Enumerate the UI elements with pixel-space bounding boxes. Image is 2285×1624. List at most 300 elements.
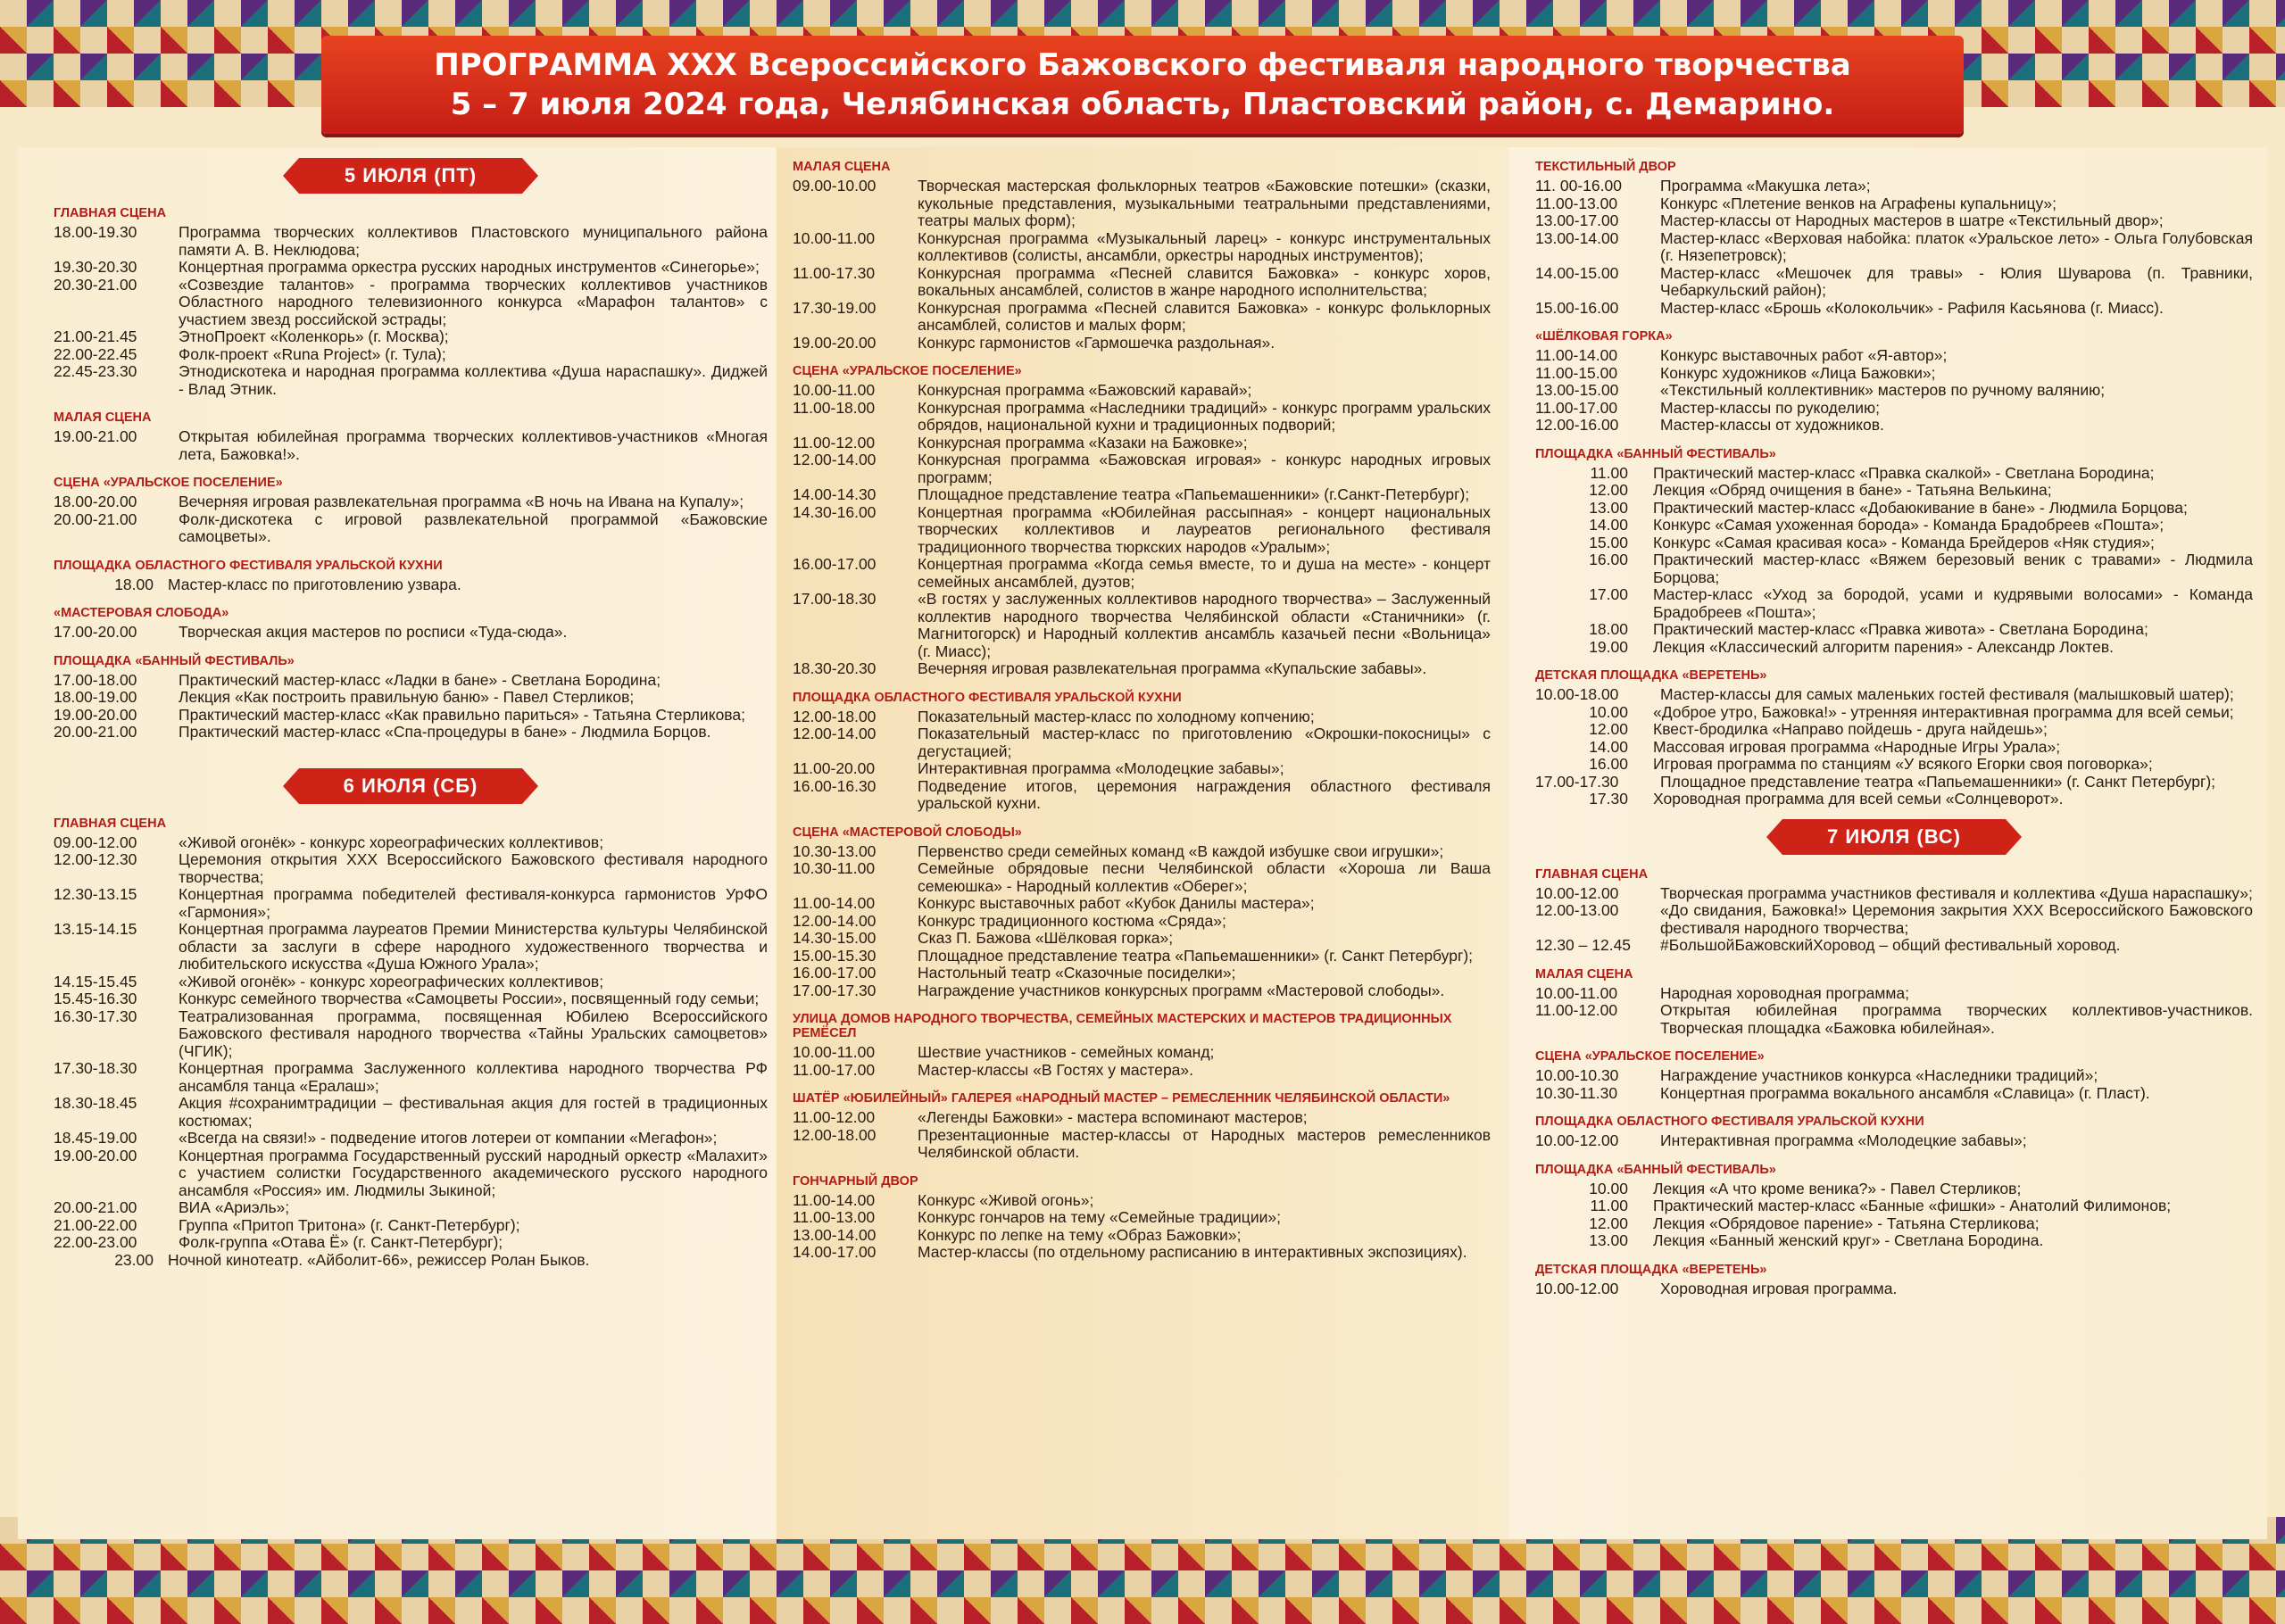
schedule-row	[793, 452, 1491, 486]
section-heading: УЛИЦА ДОМОВ НАРОДНОГО ТВОРЧЕСТВА, СЕМЕЙНЫХ МАСТЕРСКИХ И МАСТЕРОВ ТРАДИЦИОННЫХ РЕМЁСЕЛ	[793, 1012, 1452, 1040]
schedule-time: 17.00-18.00	[54, 670, 137, 689]
schedule-row	[1535, 586, 2253, 621]
schedule-text: Мастер-класс «Верховая набойка: платок «Уральское лето» - Ольга Голубовская (г. Нязепетровск);	[1660, 228, 2253, 264]
section-heading: СЦЕНА «УРАЛЬСКОЕ ПОСЕЛЕНИЕ»	[54, 476, 283, 490]
section-heading: ПЛОЩАДКА «БАННЫЙ ФЕСТИВАЛЬ»	[1535, 1162, 1776, 1177]
schedule-text: Практический мастер-класс «Банные «фишки» - Анатолий Филимонов;	[1653, 1197, 2172, 1214]
schedule-text: Народная хороводная программа;	[1660, 983, 1909, 1002]
section-heading: ПЛОЩАДКА «БАННЫЙ ФЕСТИВАЛЬ»	[54, 653, 295, 668]
schedule-row	[1535, 621, 2253, 639]
schedule-text: «Живой огонёк» - конкурс хореографических коллективов;	[179, 833, 604, 851]
schedule-time: 20.30-21.00	[54, 275, 137, 294]
schedule-text: Мастер-классы для самых маленьких гостей фестиваля (малышковый шатер);	[1660, 685, 2234, 703]
schedule-time: 16.00-17.00	[793, 555, 877, 573]
schedule-text: «Текстильный коллективник» мастеров по ручному валянию;	[1660, 381, 2106, 399]
schedule-text: Конкурс «Самая ухоженная борода» - Команда Брадобреев «Пошта»;	[1653, 516, 2165, 534]
schedule-time: 14.30-15.00	[793, 929, 877, 947]
schedule-row	[793, 660, 1491, 678]
schedule-row	[1535, 365, 2253, 383]
schedule-time: 21.00-22.00	[54, 1215, 137, 1234]
schedule-time: 17.30-19.00	[793, 298, 877, 317]
schedule-text: Конкурсная программа «Песней славится Бажовка» - конкурс хоров, вокальных ансамблей, солистов в жанре народного исполнительства;	[918, 263, 1491, 299]
schedule-text: Творческая мастерская фольклорных театров «Бажовские потешки» (сказки, кукольные представления, музыкальными театральными представлениями, театры малых форм);	[918, 177, 1491, 229]
schedule-time: 13.00	[1589, 1231, 1628, 1249]
schedule-row	[793, 760, 1491, 778]
schedule-row	[1535, 686, 2253, 704]
schedule-row	[54, 493, 768, 511]
schedule-row	[793, 1192, 1491, 1210]
schedule-time: 18.00	[1589, 620, 1628, 638]
schedule-row	[1535, 1215, 2253, 1233]
schedule-text: «Живой огонёк» - конкурс хореографических коллективов;	[179, 972, 604, 990]
schedule-text: Мастер-классы (по отдельному расписанию в интерактивных экспозициях).	[918, 1243, 1467, 1261]
schedule-text: Массовая игровая программа «Народные Игры Урала»;	[1653, 737, 2061, 756]
schedule-time: 22.00-23.00	[54, 1233, 137, 1251]
schedule-row	[1535, 985, 2253, 1003]
schedule-row	[1535, 178, 2253, 195]
schedule-text: Программа «Макушка лета»;	[1660, 177, 1871, 195]
schedule-text: Конкурсная программа «Казаки на Бажовке»;	[918, 433, 1248, 452]
schedule-time: 13.00-17.00	[1535, 211, 1619, 229]
section-heading: МАЛАЯ СЦЕНА	[54, 410, 152, 425]
schedule-row	[1535, 1232, 2253, 1250]
title-line-2: 5 – 7 июля 2024 года, Челябинская область, Пластовский район, с. Демарино.	[450, 87, 1835, 122]
schedule-row	[793, 556, 1491, 591]
section-heading: «ШЁЛКОВАЯ ГОРКА»	[1535, 329, 1673, 344]
schedule-row	[793, 1062, 1491, 1080]
day-ribbon: 6 ИЮЛЯ (СБ)	[299, 768, 522, 804]
section-heading: ПЛОЩАДКА «БАННЫЙ ФЕСТИВАЛЬ»	[1535, 446, 1776, 461]
schedule-text: Конкурсная программа «Бажовская игровая» - конкурс народных игровых программ;	[918, 451, 1491, 486]
schedule-time: 11.00-12.00	[1535, 1001, 1618, 1019]
schedule-row	[54, 1252, 768, 1270]
schedule-text: Площадное представление театра «Папьемашенники» (г. Санкт Петербург);	[918, 946, 1474, 965]
schedule-time: 12.00	[1589, 1214, 1628, 1232]
schedule-row	[54, 1095, 768, 1130]
schedule-time: 10.00-12.00	[1535, 1279, 1619, 1297]
schedule-time: 13.00-14.00	[1535, 228, 1619, 247]
spacer	[54, 742, 768, 758]
schedule-text: Лекция «Обряд очищения в бане» - Татьяна Велькина;	[1653, 481, 2052, 499]
schedule-time: 14.00	[1589, 516, 1628, 534]
schedule-time: 13.00-15.00	[1535, 381, 1619, 399]
schedule-text: Конкурс «Живой огонь»;	[918, 1190, 1094, 1209]
schedule-time: 18.30-20.30	[793, 659, 877, 677]
schedule-text: Мастер-класс «Мешочек для травы» - Юлия Шуварова (п. Травники, Чебаркульский район);	[1660, 263, 2253, 299]
schedule-row	[1535, 517, 2253, 534]
schedule-text: #БольшойБажовскийХоровод – общий фестивальный хоровод.	[1660, 936, 2121, 954]
schedule-time: 12.00	[1589, 481, 1628, 499]
schedule-row	[54, 624, 768, 642]
schedule-row	[54, 1148, 768, 1200]
schedule-text: Интерактивная программа «Молодецкие забавы»;	[1660, 1131, 2027, 1149]
schedule-text: Лекция «Классический алгоритм парения» - Александр Локтев.	[1653, 637, 2114, 656]
schedule-text: Показательный мастер-класс по холодному копчению;	[918, 707, 1315, 725]
schedule-time: 11.00-15.00	[1535, 363, 1618, 382]
schedule-time: 17.30-18.30	[54, 1059, 137, 1077]
schedule-text: Конкурс выставочных работ «Кубок Данилы мастера»;	[918, 894, 1315, 912]
schedule-text: Практический мастер-класс «Как правильно париться» - Татьяна Стерликова;	[179, 705, 745, 724]
schedule-text: «Доброе утро, Бажовка!» - утренняя интерактивная программа для всей семьи;	[1653, 702, 2234, 721]
schedule-text: Фолк-дискотека с игровой развлекательной программой «Бажовские самоцветы».	[179, 510, 768, 545]
schedule-row	[54, 346, 768, 364]
schedule-text: Шествие участников - семейных команд;	[918, 1043, 1215, 1061]
schedule-text: Мастер-классы по рукоделию;	[1660, 398, 1880, 417]
schedule-row	[54, 259, 768, 277]
schedule-time: 22.00-22.45	[54, 344, 137, 363]
schedule-row	[1535, 265, 2253, 300]
schedule-row	[1535, 500, 2253, 518]
title-line-1: ПРОГРАММА XXX Всероссийского Бажовского фестиваля народного творчества	[434, 47, 1851, 83]
schedule-row	[1535, 551, 2253, 586]
schedule-time: 10.30-11.30	[1535, 1083, 1618, 1102]
schedule-row	[1535, 791, 2253, 808]
schedule-time: 14.00-15.00	[1535, 263, 1619, 282]
schedule-row	[54, 1008, 768, 1061]
schedule-text: Площадное представление театра «Папьемашенники» (г.Санкт-Петербург);	[918, 485, 1470, 503]
schedule-text: Акция #сохранимтрадиции – фестивальная акция для гостей в традиционных костюмах;	[179, 1094, 768, 1130]
schedule-text: Концертная программа «Юбилейная рассыпная» - концерт национальных творческих коллективов и лауреатов регионального фестиваля традиционного творчества тюркских народов «Уралым»;	[918, 502, 1491, 556]
schedule-text: Мастер-классы «В Гостях у мастера».	[918, 1060, 1194, 1079]
schedule-text: «Созвездие талантов» - программа творческих коллективов участников Областного народного телевизионного конкурса «Марафон талантов» с участием звезд российской эстрады;	[179, 275, 768, 328]
schedule-text: Лекция «А что кроме веника?» - Павел Стерликов;	[1653, 1179, 2022, 1197]
section-heading: ПЛОЩАДКА ОБЛАСТНОГО ФЕСТИВАЛЯ УРАЛЬСКОЙ КУХНИ	[793, 690, 1182, 705]
schedule-row	[793, 335, 1491, 352]
schedule-row	[1535, 534, 2253, 552]
schedule-time: 10.00	[1589, 1179, 1628, 1197]
schedule-row	[1535, 774, 2253, 791]
section-heading: МАЛАЯ СЦЕНА	[793, 160, 891, 174]
schedule-row	[1535, 230, 2253, 265]
schedule-text: Мастер-класс по приготовлению узвара.	[168, 575, 461, 593]
schedule-time: 19.00	[1589, 637, 1628, 656]
schedule-time: 11.00-12.00	[793, 433, 876, 452]
schedule-text: Лекция «Обрядовое парение» - Татьяна Стерликова;	[1653, 1214, 2040, 1232]
schedule-text: Концертная программа лауреатов Премии Министерства культуры Челябинской области за заслуги в сфере народного художественного творчества и любительского искусства «Душа Южного Урала»;	[179, 920, 768, 973]
schedule-row	[1535, 937, 2253, 955]
schedule-row	[793, 948, 1491, 965]
schedule-text: Группа «Притоп Тритона» (г. Санкт-Петербург);	[179, 1215, 520, 1234]
schedule-row	[793, 265, 1491, 300]
schedule-row	[54, 1060, 768, 1095]
title-banner	[321, 36, 1964, 134]
schedule-text: Хороводная игровая программа.	[1660, 1279, 1898, 1297]
schedule-text: Вечерняя игровая развлекательная программа «Купальские забавы».	[918, 659, 1427, 677]
schedule-text: Ночной кинотеатр. «Айболит-66», режиссер Ролан Быков.	[168, 1250, 590, 1269]
schedule-time: 14.30-16.00	[793, 502, 877, 521]
schedule-row	[54, 576, 768, 594]
schedule-time: 12.00-12.30	[54, 850, 137, 868]
schedule-time: 12.30 – 12.45	[1535, 936, 1632, 954]
schedule-time: 17.00-20.00	[54, 623, 137, 641]
schedule-row	[793, 486, 1491, 504]
schedule-row	[793, 382, 1491, 400]
schedule-time: 19.00-20.00	[54, 1146, 137, 1164]
schedule-text: Конкурс «Плетение венков на Аграфены купальницу»;	[1660, 194, 2057, 212]
schedule-time: 15.00-16.00	[1535, 298, 1619, 317]
schedule-time: 14.15-15.45	[54, 972, 137, 990]
schedule-time: 18.00-19.30	[54, 223, 137, 241]
schedule-time: 14.00-14.30	[793, 485, 877, 503]
schedule-text: Настольный театр «Сказочные посиделки»;	[918, 964, 1236, 982]
schedule-text: Площадное представление театра «Папьемашенники» (г. Санкт Петербург);	[1660, 772, 2216, 791]
schedule-row	[793, 982, 1491, 1000]
schedule-time: 13.15-14.15	[54, 920, 137, 938]
schedule-text: Мастер-классы от художников.	[1660, 416, 1884, 434]
schedule-text: Концертная программа победителей фестиваля-конкурса гармонистов УрФО «Гармония»;	[179, 885, 768, 921]
schedule-row	[54, 511, 768, 546]
schedule-row	[54, 921, 768, 974]
schedule-row	[793, 400, 1491, 435]
columns	[0, 147, 2285, 1539]
section-heading: СЦЕНА «МАСТЕРОВОЙ СЛОБОДЫ»	[793, 824, 1022, 840]
schedule-time: 13.00-14.00	[793, 1225, 877, 1244]
schedule-time: 16.00	[1589, 551, 1628, 568]
schedule-row	[793, 1244, 1491, 1262]
schedule-row	[54, 363, 768, 398]
schedule-row	[1535, 1181, 2253, 1198]
schedule-row	[54, 689, 768, 707]
schedule-text: «Всегда на связи!» - подведение итогов лотереи от компании «Мегафон»;	[179, 1129, 718, 1147]
schedule-time: 21.00-21.45	[54, 327, 137, 345]
schedule-row	[1535, 1280, 2253, 1298]
schedule-row	[793, 1227, 1491, 1245]
schedule-row	[1535, 902, 2253, 937]
day-ribbon: 5 ИЮЛЯ (ПТ)	[299, 158, 522, 194]
schedule-row	[793, 504, 1491, 557]
schedule-time: 17.00-17.30	[1535, 772, 1619, 791]
column-right	[1508, 147, 2267, 1539]
schedule-text: Конкурсная программа «Наследники традиций» - конкурс программ уральских обрядов, национальной кухни и традиционных подворий;	[918, 398, 1491, 434]
schedule-time: 11.00-17.30	[793, 263, 876, 282]
schedule-time: 19.00-20.00	[793, 333, 877, 352]
column-left	[18, 147, 785, 1539]
schedule-row	[793, 913, 1491, 931]
schedule-text: Концертная программа оркестра русских народных инструментов «Синегорье»;	[179, 258, 760, 276]
schedule-row	[1535, 721, 2253, 739]
schedule-time: 11.00-13.00	[793, 1208, 876, 1226]
section-heading: СЦЕНА «УРАЛЬСКОЕ ПОСЕЛЕНИЕ»	[793, 364, 1022, 378]
schedule-time: 20.00-21.00	[54, 1198, 137, 1216]
column-middle	[777, 147, 1508, 1539]
schedule-time: 20.00-21.00	[54, 723, 137, 741]
schedule-text: Практический мастер-класс «Правка живота» - Светлана Бородина;	[1653, 620, 2148, 638]
schedule-text: Открытая юбилейная программа творческих коллективов-участников «Многая лета, Бажовка!».	[179, 427, 768, 463]
schedule-text: Конкурс по лепке на тему «Образ Бажовки»;	[918, 1225, 1242, 1244]
schedule-time: 12.00-14.00	[793, 451, 877, 468]
schedule-text: Награждение участников конкурса «Наследники традиций»;	[1660, 1066, 2098, 1084]
schedule-time: 09.00-12.00	[54, 833, 137, 851]
schedule-time: 11.00-14.00	[1535, 346, 1618, 364]
schedule-row	[1535, 382, 2253, 400]
schedule-text: Подведение итогов, церемония награждения областного фестиваля уральской кухни.	[918, 776, 1491, 812]
schedule-row	[54, 672, 768, 690]
schedule-row	[793, 300, 1491, 335]
schedule-text: Вечерняя игровая развлекательная программа «В ночь на Ивана на Купалу»;	[179, 493, 744, 510]
schedule-time: 10.00-12.00	[1535, 1131, 1619, 1149]
section-heading: МАЛАЯ СЦЕНА	[1535, 966, 1633, 982]
schedule-text: Мастер-класс «Брошь «Колокольчик» - Рафиля Касьянова (г. Миасс).	[1660, 298, 2164, 317]
schedule-time: 16.00	[1589, 755, 1628, 773]
schedule-time: 23.00	[114, 1250, 154, 1269]
schedule-time: 20.00-21.00	[54, 510, 137, 528]
schedule-time: 12.00-16.00	[1535, 416, 1619, 434]
schedule-row	[793, 778, 1491, 813]
schedule-text: Творческая программа участников фестиваля и коллектива «Душа нараспашку»;	[1660, 883, 2253, 902]
schedule-text: Концертная программа Государственный русский народный оркестр «Малахит» с участием солистки Государственного академического русского народного ансамбля «Россия» им. Людмилы Зыкиной;	[179, 1146, 768, 1199]
schedule-text: Открытая юбилейная программа творческих коллективов-участников. Творческая площадка «Бажовка юбилейная».	[1660, 1001, 2253, 1037]
schedule-text: Лекция «Банный женский круг» - Светлана Бородина.	[1653, 1231, 2044, 1249]
schedule-text: Этнодискотека и народная программа коллектива «Душа нараспашку». Диджей - Влад Этник.	[179, 362, 768, 398]
schedule-text: Программа творческих коллективов Пластовского муниципального района памяти А. В. Неклюдова;	[179, 223, 768, 259]
schedule-row	[54, 1217, 768, 1235]
day-ribbon: 7 ИЮЛЯ (ВС)	[1782, 819, 2006, 855]
schedule-text: Практический мастер-класс «Вяжем березовый веник с травами» - Людмила Борцова;	[1653, 551, 2253, 586]
schedule-text: Практический мастер-класс «Спа-процедуры в бане» - Людмила Борцов.	[179, 723, 711, 741]
schedule-row	[54, 1234, 768, 1252]
schedule-time: 15.00	[1589, 533, 1628, 551]
schedule-row	[1535, 1067, 2253, 1085]
schedule-time: 18.45-19.00	[54, 1129, 137, 1147]
section-heading: ПЛОЩАДКА ОБЛАСТНОГО ФЕСТИВАЛЯ УРАЛЬСКОЙ КУХНИ	[1535, 1114, 1924, 1129]
schedule-row	[793, 930, 1491, 948]
schedule-time: 11.00-13.00	[1535, 194, 1618, 212]
schedule-text: Конкурс художников «Лица Бажовки»;	[1660, 363, 1936, 382]
schedule-row	[1535, 400, 2253, 418]
schedule-row	[54, 851, 768, 886]
schedule-text: Показательный мастер-класс по приготовлению «Окрошки-покосницы» с дегустацией;	[918, 725, 1491, 760]
schedule-text: «В гостях у заслуженных коллективов народного творчества» – Заслуженный коллектив народного творчества Челябинской области «Станичники» (г. Магнитогорск) и Народный коллектив ансамбль казачьей песни «Вольница» (г. Миасс);	[918, 590, 1491, 660]
schedule-row	[54, 277, 768, 329]
schedule-text: Концертная программа Заслуженного коллектива народного творчества РФ ансамбля танца «Ералаш»;	[179, 1059, 768, 1095]
section-heading: ГЛАВНАЯ СЦЕНА	[54, 206, 167, 220]
schedule-text: Театрализованная программа, посвященная Юбилею Всероссийского Бажовского фестиваля народного творчества «Тайны Уральских самоцветов» (ЧГИК);	[179, 1007, 768, 1060]
schedule-time: 12.30-13.15	[54, 885, 137, 903]
schedule-row	[1535, 1132, 2253, 1150]
schedule-row	[793, 178, 1491, 230]
schedule-text: Практический мастер-класс «Ладки в бане» - Светлана Бородина;	[179, 670, 661, 689]
schedule-row	[54, 834, 768, 852]
section-heading: ТЕКСТИЛЬНЫЙ ДВОР	[1535, 160, 1676, 174]
schedule-text: ЭтноПроект «Коленкорь» (г. Москва);	[179, 327, 449, 345]
schedule-row	[1535, 300, 2253, 318]
schedule-time: 15.45-16.30	[54, 990, 137, 1007]
schedule-row	[793, 1109, 1491, 1127]
schedule-text: Конкурс гармонистов «Гармошечка раздольная».	[918, 333, 1275, 352]
schedule-text: «Легенды Бажовки» - мастера вспоминают мастеров;	[918, 1108, 1308, 1126]
schedule-time: 11.00-17.00	[1535, 398, 1618, 417]
schedule-row	[793, 1044, 1491, 1062]
schedule-row	[54, 990, 768, 1008]
schedule-row	[1535, 756, 2253, 774]
schedule-row	[54, 328, 768, 346]
schedule-row	[54, 1130, 768, 1148]
schedule-time: 10.00-11.00	[793, 1043, 876, 1061]
schedule-row	[1535, 417, 2253, 435]
schedule-row	[793, 725, 1491, 760]
schedule-text: Конкурсная программа «Песней славится Бажовка» - конкурс фольклорных ансамблей, солистов и малых форм;	[918, 298, 1491, 334]
schedule-text: Концертная программа «Когда семья вместе, то и душа на месте» - концерт семейных ансамблей, дуэтов;	[918, 555, 1491, 591]
schedule-time: 10.00-11.00	[1535, 983, 1618, 1002]
schedule-row	[1535, 1197, 2253, 1215]
schedule-text: Конкурс «Самая красивая коса» - Команда Брейдеров «Няк студия»;	[1653, 533, 2155, 551]
schedule-time: 19.30-20.30	[54, 258, 137, 276]
schedule-text: Интерактивная программа «Молодецкие забавы»;	[918, 759, 1284, 777]
section-heading: «МАСТЕРОВАЯ СЛОБОДА»	[54, 606, 229, 620]
schedule-row	[54, 1199, 768, 1217]
schedule-text: «До свидания, Бажовка!» Церемония закрытия XXX Всероссийского Бажовского фестиваля народного творчества;	[1660, 901, 2253, 937]
schedule-row	[1535, 212, 2253, 230]
schedule-time: 11.00	[1590, 1197, 1628, 1214]
schedule-time: 11.00-12.00	[793, 1108, 876, 1126]
schedule-time: 11.00-18.00	[793, 398, 876, 417]
schedule-time: 10.00-11.00	[793, 381, 876, 399]
schedule-time: 17.00-18.30	[793, 590, 877, 608]
schedule-row	[793, 591, 1491, 660]
schedule-row	[1535, 1085, 2253, 1103]
schedule-text: ВИА «Ариэль»;	[179, 1198, 290, 1216]
schedule-time: 10.00-10.30	[1535, 1066, 1619, 1084]
section-heading: СЦЕНА «УРАЛЬСКОЕ ПОСЕЛЕНИЕ»	[1535, 1049, 1765, 1064]
section-heading: ДЕТСКАЯ ПЛОЩАДКА «ВЕРЕТЕНЬ»	[1535, 1262, 1767, 1277]
schedule-time: 17.00-17.30	[793, 981, 877, 999]
section-heading: ДЕТСКАЯ ПЛОЩАДКА «ВЕРЕТЕНЬ»	[1535, 668, 1767, 683]
section-heading: ГОНЧАРНЫЙ ДВОР	[793, 1173, 918, 1189]
schedule-time: 09.00-10.00	[793, 177, 877, 195]
schedule-row	[54, 724, 768, 742]
schedule-time: 11.00-20.00	[793, 759, 876, 777]
schedule-time: 18.00	[114, 575, 154, 593]
schedule-time: 11.00-14.00	[793, 1190, 876, 1209]
schedule-time: 12.00-14.00	[793, 725, 877, 742]
schedule-time: 17.00	[1589, 585, 1628, 603]
schedule-text: Практический мастер-класс «Правка скалкой» - Светлана Бородина;	[1653, 463, 2155, 482]
schedule-row	[793, 708, 1491, 726]
schedule-text: Хороводная программа для всей семьи «Солнцеворот».	[1653, 790, 2064, 808]
schedule-time: 11. 00-16.00	[1535, 177, 1622, 195]
schedule-text: Первенство среди семейных команд «В каждой избушке свои игрушки»;	[918, 841, 1444, 860]
schedule-text: Церемония открытия XXX Всероссийского Бажовского фестиваля народного творчества;	[179, 850, 768, 886]
schedule-row	[54, 224, 768, 259]
schedule-time: 16.00-16.30	[793, 776, 877, 795]
schedule-time: 11.00	[1590, 463, 1628, 482]
schedule-row	[1535, 465, 2253, 483]
schedule-time: 12.00-18.00	[793, 707, 877, 725]
section-heading: ГЛАВНАЯ СЦЕНА	[1535, 866, 1649, 882]
schedule-text: Семейные обрядовые песни Челябинской области «Хороша ли Ваша семеюшка» - Народный коллектив «Оберег»;	[918, 859, 1491, 895]
schedule-time: 12.00-13.00	[1535, 901, 1619, 919]
schedule-row	[1535, 739, 2253, 757]
schedule-time: 18.00-20.00	[54, 493, 137, 510]
schedule-text: Игровая программа по станциям «У всякого Егорки своя поговорка»;	[1653, 755, 2153, 773]
schedule-time: 12.00-14.00	[793, 911, 877, 930]
schedule-row	[1535, 347, 2253, 365]
schedule-time: 10.00-18.00	[1535, 685, 1619, 703]
schedule-row	[54, 974, 768, 991]
section-heading: ГЛАВНАЯ СЦЕНА	[54, 816, 167, 831]
schedule-row	[793, 965, 1491, 982]
schedule-row	[793, 895, 1491, 913]
schedule-time: 10.30-13.00	[793, 841, 877, 860]
schedule-row	[793, 1209, 1491, 1227]
schedule-time: 17.30	[1589, 790, 1628, 808]
schedule-text: Презентационные мастер-классы от Народных мастеров ремесленников Челябинской области.	[918, 1125, 1491, 1161]
schedule-text: Сказ П. Бажова «Шёлковая горка»;	[918, 929, 1174, 947]
schedule-text: Практический мастер-класс «Добаюкивание в бане» - Людмила Борцова;	[1653, 498, 2188, 517]
schedule-text: Фолк-группа «Отава Ё» (г. Санкт-Петербург);	[179, 1233, 503, 1251]
schedule-row	[793, 843, 1491, 861]
section-heading: ПЛОЩАДКА ОБЛАСТНОГО ФЕСТИВАЛЯ УРАЛЬСКОЙ КУХНИ	[54, 558, 443, 573]
